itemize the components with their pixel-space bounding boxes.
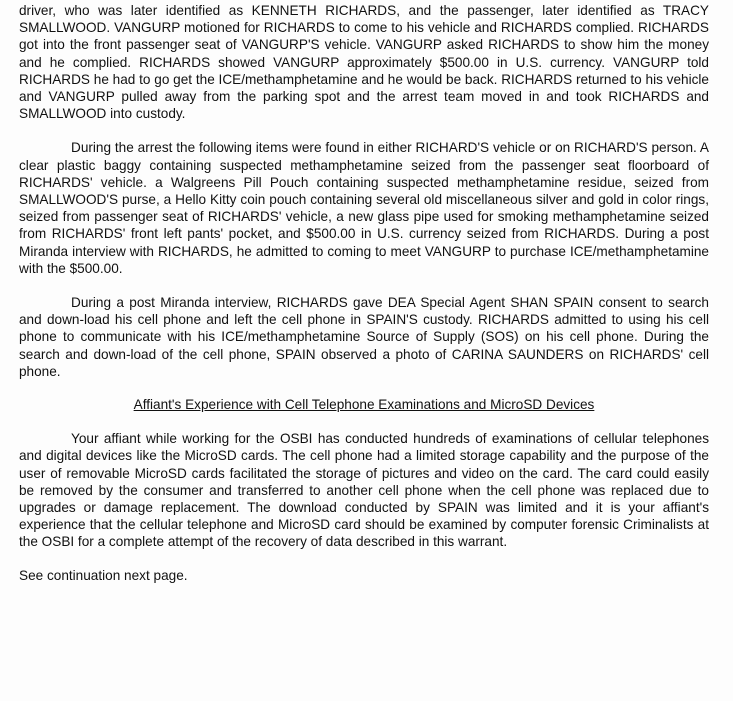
paragraph-cell-phone-search: During a post Miranda interview, RICHARDS gave DEA Special Agent SHAN SPAIN consent to search and down-load his cell phone and left the cell phone in SPAIN'S custody. RICHARDS admitted to using his cell phone to communicate with his ICE/methamphetamine Source of Supply (SOS) on his cell phone. During the search and down-load of the cell phone, SPAIN observed a photo of CARINA SAUNDERS on RICHARDS' cell phone. — [19, 295, 709, 379]
paragraph-arrest-narrative: driver, who was later identified as KENNETH RICHARDS, and the passenger, later identified as TRACY SMALLWOOD. VANGURP motioned for RICHARDS to come to his vehicle and RICHARDS complied. RICHARDS got into the front passenger seat of VANGURP'S vehicle. VANGURP asked RICHARDS to show him the money and he complied. RICHARDS showed VANGURP approximately $500.00 in U.S. currency. VANGURP told RICHARDS he had to go get the ICE/methamphetamine and he would be back. RICHARDS returned to his vehicle and VANGURP pulled away from the parking spot and the arrest team moved in and took RICHARDS and SMALLWOOD into custody. — [19, 3, 709, 122]
section-heading: Affiant's Experience with Cell Telephone Examinations and MicroSD Devices — [133, 397, 595, 413]
document-body — [19, 2, 709, 584]
continuation-note: See continuation next page. — [19, 567, 188, 583]
paragraph-items-found: During the arrest the following items were found in either RICHARD'S vehicle or on RICHARD'S person. A clear plastic baggy containing suspected methamphetamine seized from the passenger seat floorboard of RICHARDS' vehicle. a Walgreens Pill Pouch containing suspected methamphetamine residue, seized from SMALLWOOD'S purse, a Hello Kitty coin pouch containing several old miscellaneous silver and gold in color rings, seized from passenger seat of RICHARDS' vehicle, a new glass pipe used for smoking methamphetamine seized from RICHARDS' front left pants' pocket, and $500.00 in U.S. currency seized from RICHARDS. During a post Miranda interview with RICHARDS, he admitted to coming to meet VANGURP to purchase ICE/methamphetamine with the $500.00. — [19, 140, 709, 276]
paragraph-affiant-experience: Your affiant while working for the OSBI has conducted hundreds of examinations of cellular telephones and digital devices like the MicroSD cards. The cell phone had a limited storage capability and the purpose of the user of removable MicroSD cards facilitated the storage of pictures and video on the card. The card could easily be removed by the consumer and transferred to another cell phone when the cell phone was replaced due to upgrades or damage replacement. The download conducted by SPAIN was limited and it is your affiant's experience that the cellular telephone and MicroSD card should be examined by computer forensic Criminalists at the OSBI for a complete attempt of the recovery of data described in this warrant. — [19, 431, 709, 550]
